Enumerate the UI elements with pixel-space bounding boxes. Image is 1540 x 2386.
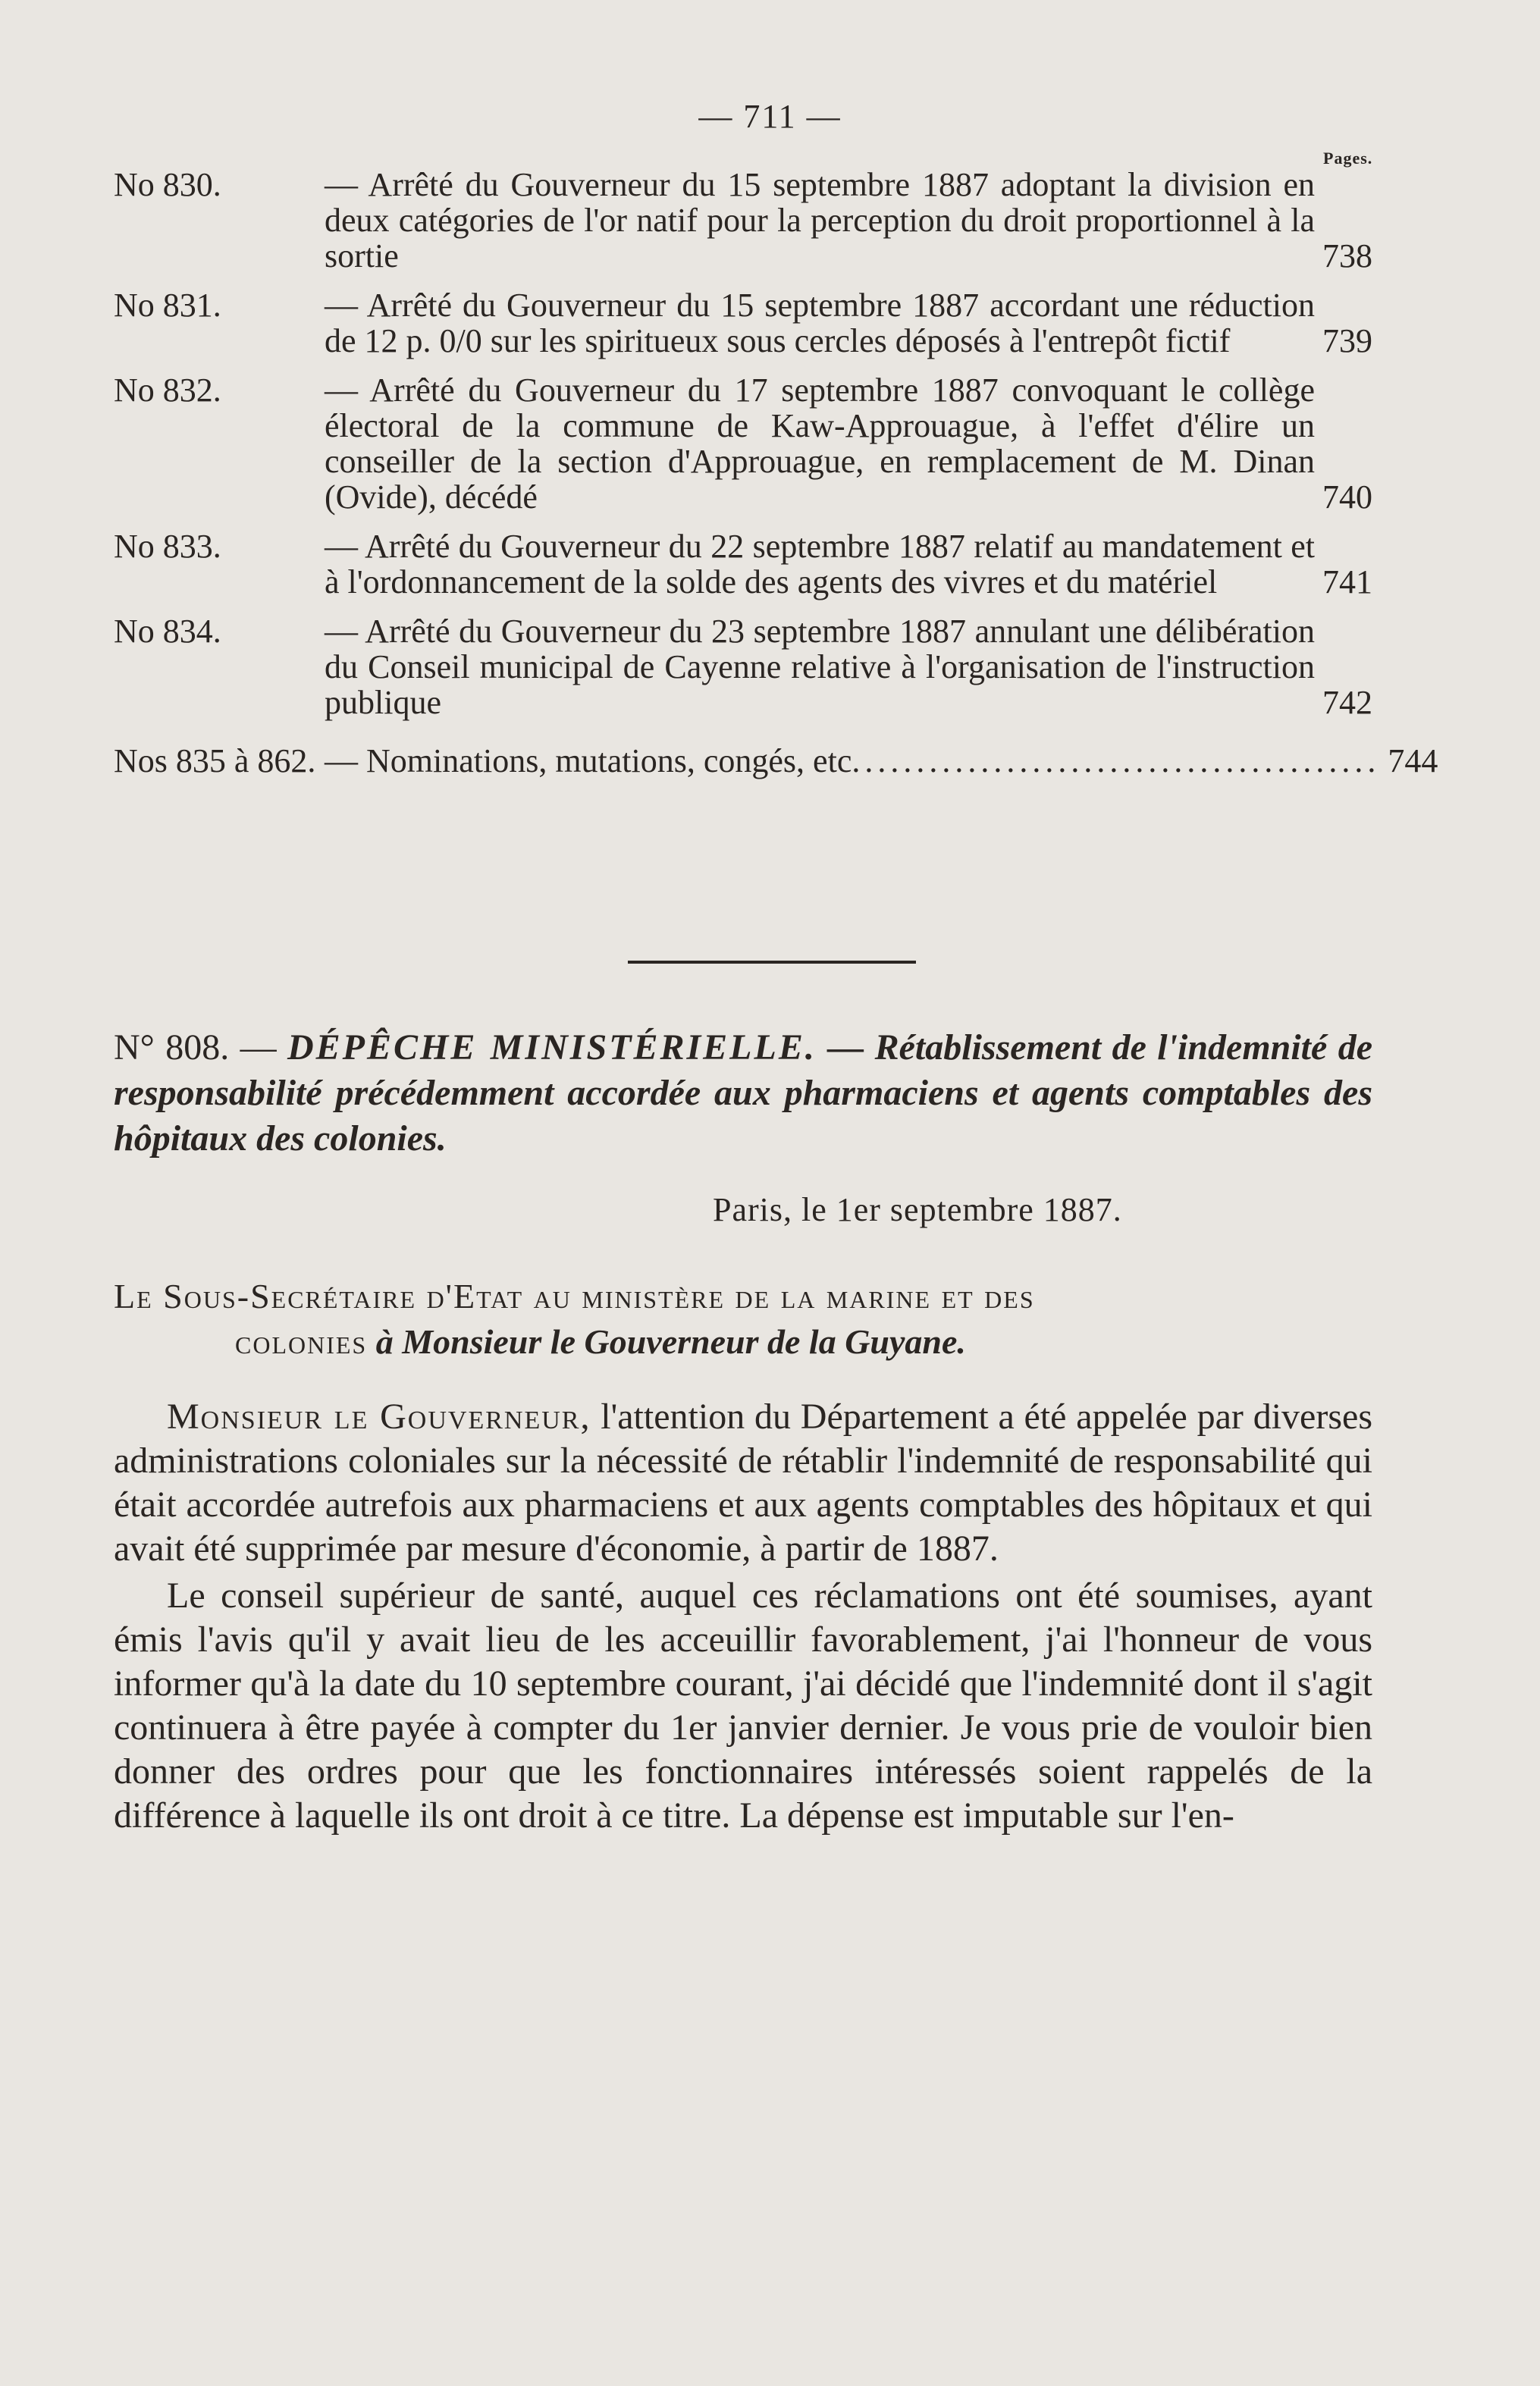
toc-entry-page: 741 — [1322, 563, 1372, 600]
toc-entry-page: 738 — [1322, 237, 1372, 274]
toc-entry-text: — Nominations, mutations, congés, etc — [325, 742, 852, 779]
toc-entry-number: No 832. — [114, 372, 221, 409]
toc-entry-number: No 834. — [114, 613, 221, 650]
address-sender: Le Sous-Secrétaire d'Etat au ministère de la marine et des — [114, 1277, 1035, 1315]
dispatch-subject: — Rétablissement de l'indemnité de responsabilité précédemment accordée aux pharmaciens et agents comptables des hôpitaux des colonies. — [114, 1027, 1373, 1159]
dispatch-heading — [114, 1025, 1372, 1162]
toc-entry-number: No 833. — [114, 528, 221, 565]
toc-entry-text: — Arrêté du Gouverneur du 15 septembre 1887 accordant une réduction de 12 p. 0/0 sur les spiritueux sous cercles déposés à l'entrepôt fictif — [325, 287, 1315, 359]
toc-entry — [114, 742, 1438, 779]
toc-entry — [114, 528, 1372, 600]
toc-entry — [114, 287, 1372, 359]
toc-entry — [114, 167, 1372, 274]
dispatch-number: N° 808. — — [114, 1027, 277, 1068]
toc-entry-page: 739 — [1322, 322, 1372, 359]
paragraph-text: l'attention du Département a été appelée par diverses administrations coloniales sur la nécessité de rétablir l'indemnité de responsabilité qui était accordée autrefois aux pharmaciens et aux agents comptables des hôpitaux et qui avait été supprimée par mesure d'économie, à partir de 1887. — [114, 1397, 1372, 1569]
toc-entry — [114, 372, 1372, 515]
letter-body — [114, 1395, 1372, 1841]
paragraph — [114, 1395, 1372, 1571]
toc-entry-text: — Arrêté du Gouverneur du 22 septembre 1887 relatif au mandatement et à l'ordonnancement de la solde des agents des vivres et du matériel — [325, 528, 1315, 600]
toc-entry-number: No 830. — [114, 166, 221, 203]
toc-entry-page: 744 — [1388, 742, 1438, 779]
address-block — [114, 1274, 1372, 1365]
toc-entry-number: No 831. — [114, 287, 221, 324]
toc-entry-number: Nos 835 à 862. — [114, 742, 316, 779]
paragraph: Le conseil supérieur de santé, auquel ces réclamations ont été soumises, ayant émis l'avis qu'il y avait lieu de les acceuillir favorablement, j'ai l'honneur de vous informer qu'à la date du 10 septembre courant, j'ai décidé que l'indemnité dont il s'agit continuera à être payée à compter du 1er janvier dernier. Je vous prie de vouloir bien donner des ordres pour que les fonctionnaires intéressés soient rappelés de la différence à laquelle ils ont droit à ce titre. La dépense est imputable sur l'en- — [114, 1576, 1372, 1836]
table-of-contents — [114, 166, 1438, 792]
toc-entry — [114, 613, 1372, 720]
salutation: Monsieur le Gouverneur, — [167, 1397, 591, 1437]
address-recipient: à Monsieur le Gouverneur de la Guyane. — [375, 1322, 966, 1361]
date-line: Paris, le 1er septembre 1887. — [713, 1191, 1122, 1228]
leader-dots: ......................................... — [852, 742, 1381, 779]
toc-entry-page: 740 — [1322, 478, 1372, 516]
toc-entry-text: — Arrêté du Gouverneur du 23 septembre 1887 annulant une délibération du Conseil municipal de Cayenne relative à l'organisation de l'instruction publique — [325, 613, 1315, 721]
toc-entry-page: 742 — [1322, 684, 1372, 721]
toc-entry-text: — Arrêté du Gouverneur du 15 septembre 1887 adoptant la division en deux catégories de l'or natif pour la perception du droit proportionnel à la sortie — [325, 166, 1315, 274]
address-sender-cont: colonies — [235, 1322, 368, 1361]
section-divider — [628, 961, 916, 964]
toc-entry-text: — Arrêté du Gouverneur du 17 septembre 1887 convoquant le collège électoral de la commune de Kaw-Approuague, à l'effet d'élire un conseiller de la section d'Approuague, en remplacement de M. Dinan (Ovide), décédé — [325, 372, 1315, 516]
pages-column-label: Pages. — [1323, 149, 1373, 168]
dispatch-title: DÉPÊCHE MINISTÉRIELLE. — [287, 1027, 817, 1068]
page-number: — 711 — — [698, 98, 842, 135]
